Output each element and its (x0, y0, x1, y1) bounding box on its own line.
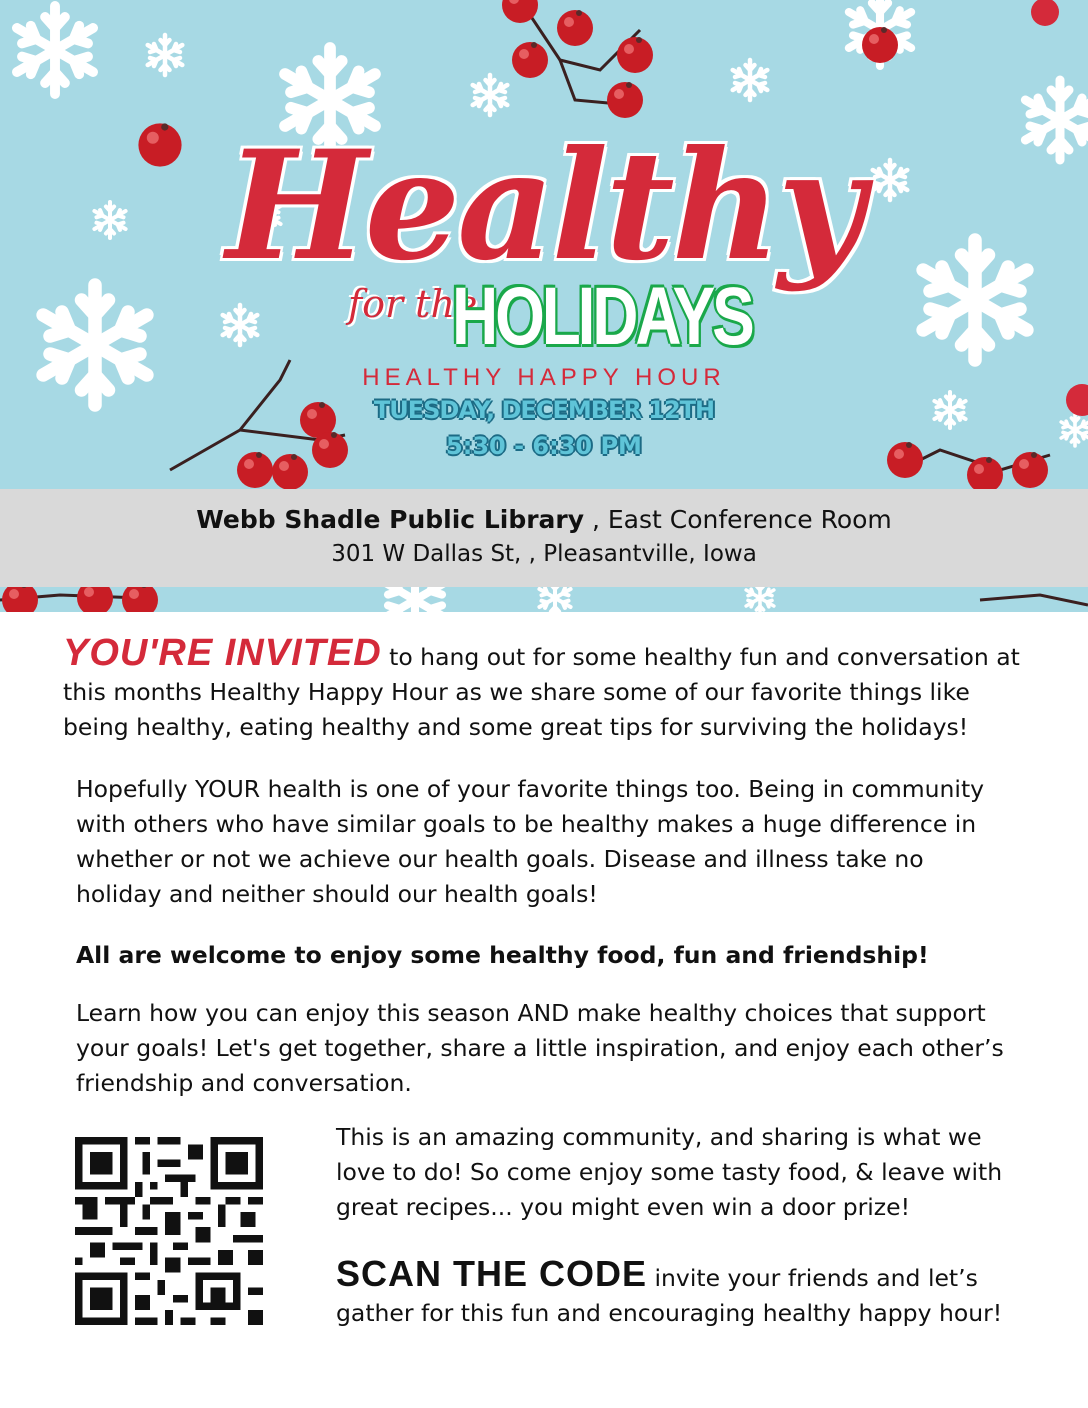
invited-heading: YOU'RE INVITED (63, 632, 382, 674)
qr-code-icon[interactable] (75, 1137, 263, 1325)
holidays-text: HOLIDAYS (452, 271, 752, 362)
community-paragraph: This is an amazing community, and sharing is what we love to do! So come enjoy some tasty food, & leave with great recipes... you might even win a door prize! (336, 1123, 1003, 1221)
scan-heading: SCAN THE CODE (336, 1253, 648, 1294)
event-date: TUESDAY, DECEMBER 12TH (373, 396, 715, 424)
for-the-text: for the (348, 282, 478, 326)
learn-paragraph: Learn how you can enjoy this season AND make healthy choices that support your goals! Let's get together, share a little inspiration, and enjoy each other’s friendship and conversation. (76, 999, 1004, 1097)
venue-bar (0, 489, 1088, 587)
venue-address: 301 W Dallas St, , Pleasantville, Iowa (331, 541, 757, 567)
event-time: 5:30 - 6:30 PM (446, 432, 642, 460)
scan-text: invite your friends and let’s gather for this fun and encouraging healthy happy hour! (336, 1264, 1003, 1327)
invitation-paragraph (63, 632, 1023, 745)
invitation-text: to hang out for some healthy fun and conversation at this months Healthy Happy Hour as we share some of our favorite things like being healthy, eating healthy and some great tips for surviving the holidays! (63, 643, 1020, 741)
venue-line (0, 505, 1088, 534)
event-title: Healthy (226, 118, 862, 294)
health-paragraph: Hopefully YOUR health is one of your favorite things too. Being in community with others who have similar goals to be healthy makes a huge difference in whether or not we achieve our health goals. Disease and illness take no holiday and neither should our health goals! (76, 775, 985, 908)
scan-paragraph (336, 1253, 1016, 1331)
event-name: HEALTHY HAPPY HOUR (362, 364, 726, 391)
venue-name: Webb Shadle Public Library (196, 505, 585, 534)
welcome-line: All are welcome to enjoy some healthy food, fun and friendship! (76, 941, 929, 969)
venue-room: , East Conference Room (584, 505, 892, 534)
